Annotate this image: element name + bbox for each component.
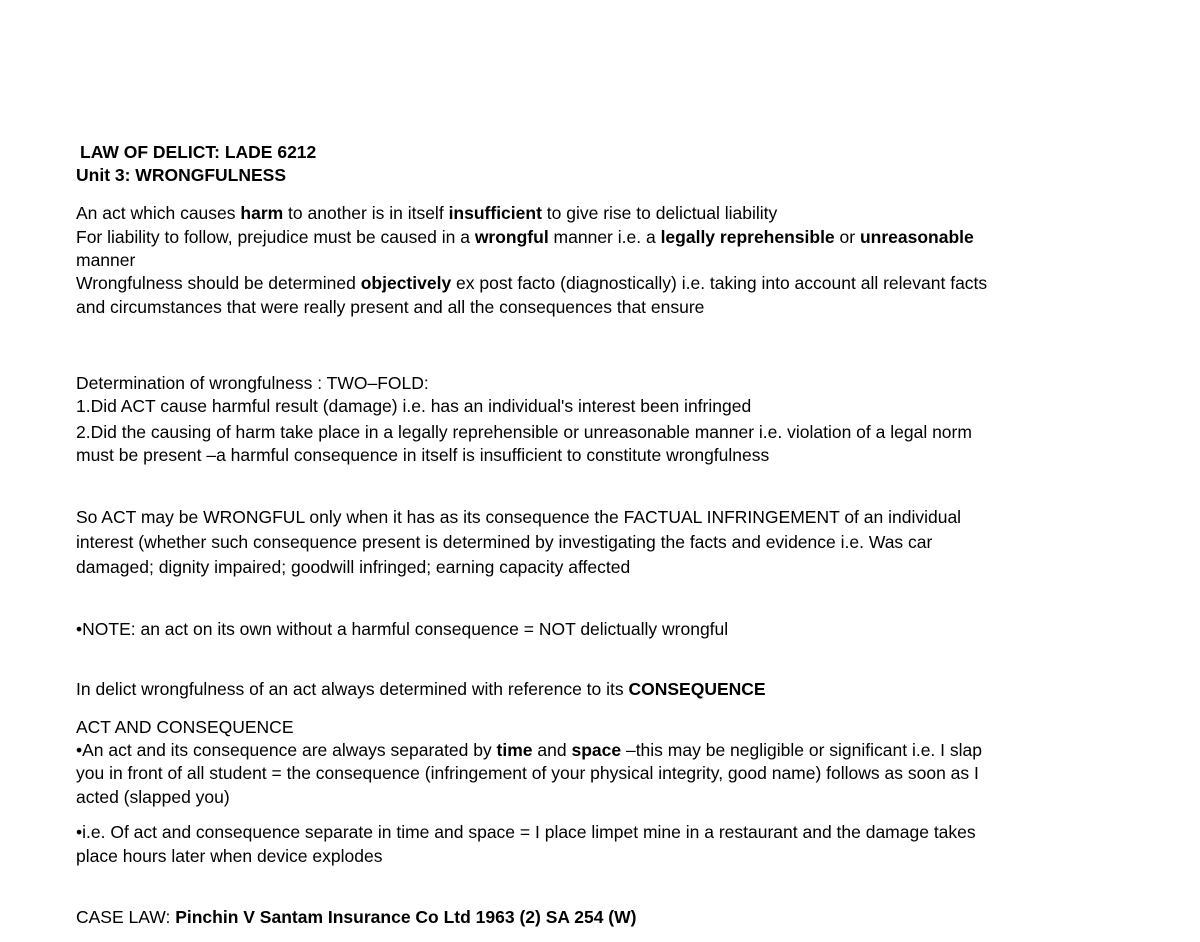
document-title-text: LAW OF DELICT: LADE 6212: [80, 142, 317, 162]
determination-item-2-cont: [76, 444, 769, 467]
emphasis-space: space: [571, 740, 622, 760]
text-run: •i.e. Of act and consequence separate in time and space = I place limpet mine in a restaurant and the damage takes: [76, 822, 976, 842]
text-run: So ACT may be WRONGFUL only when it has as its consequence the FACTUAL INFRINGEMENT of an individual: [76, 507, 962, 527]
emphasis-objectively: objectively: [360, 273, 452, 293]
text-run: or: [834, 227, 860, 247]
intro-line-3: [76, 249, 135, 272]
factual-line-2: [76, 531, 932, 554]
note-line: [76, 618, 728, 641]
text-run: manner i.e. a: [548, 227, 661, 247]
text-run: In delict wrongfulness of an act always determined with reference to its: [76, 679, 629, 699]
text-run: interest (whether such consequence present is determined by investigating the facts and evidence i.e. Was car: [76, 532, 933, 552]
text-run: 2.Did the causing of harm take place in a legally reprehensible or unreasonable manner i.e. violation of a legal norm: [76, 422, 972, 442]
emphasis-harm: harm: [240, 203, 284, 223]
act-consequence-line-3: [76, 786, 230, 809]
act-consequence-line-4: [76, 821, 976, 844]
intro-line-1: [76, 202, 777, 225]
text-run: •NOTE: an act on its own without a harmful consequence = NOT delictually wrongful: [76, 619, 729, 639]
act-consequence-line-5: [76, 845, 382, 868]
text-run: •An act and its consequence are always separated by: [76, 740, 497, 760]
case-citation: Pinchin V Santam Insurance Co Ltd 1963 (2) SA 254 (W): [175, 907, 637, 927]
emphasis-time: time: [496, 740, 533, 760]
intro-line-5: [76, 296, 704, 319]
text-run: must be present –a harmful consequence in itself is insufficient to constitute wrongfulness: [76, 445, 770, 465]
act-consequence-heading: [76, 716, 294, 739]
intro-line-4: [76, 272, 987, 295]
unit-title: [76, 164, 286, 187]
emphasis-insufficient: insufficient: [448, 203, 542, 223]
case-law-line: [76, 906, 636, 929]
emphasis-unreasonable: unreasonable: [859, 227, 974, 247]
text-run: ex post facto (diagnostically) i.e. taking into account all relevant facts: [451, 273, 988, 293]
act-consequence-line-2: [76, 762, 979, 785]
consequence-line: [76, 678, 766, 701]
determination-item-1: [76, 395, 751, 418]
factual-line-1: [76, 506, 961, 529]
text-run: manner: [76, 250, 136, 270]
document-title: [80, 141, 316, 164]
emphasis-wrongful: wrongful: [474, 227, 549, 247]
text-run: acted (slapped you): [76, 787, 230, 807]
factual-line-3: [76, 556, 630, 579]
determination-heading: [76, 372, 429, 395]
intro-line-2: [76, 226, 974, 249]
text-run: to another is in itself: [283, 203, 449, 223]
text-run: place hours later when device explodes: [76, 846, 383, 866]
text-run: you in front of all student = the consequence (infringement of your physical integrity, good name) follows as soon as I: [76, 763, 979, 783]
emphasis-consequence: CONSEQUENCE: [628, 679, 766, 699]
determination-item-2: [76, 421, 972, 444]
text-run: An act which causes: [76, 203, 241, 223]
text-run: to give rise to delictual liability: [541, 203, 778, 223]
unit-title-text: Unit 3: WRONGFULNESS: [76, 165, 286, 185]
text-run: and circumstances that were really present and all the consequences that ensure: [76, 297, 705, 317]
text-run: damaged; dignity impaired; goodwill infringed; earning capacity affected: [76, 557, 631, 577]
act-consequence-line-1: [76, 739, 982, 762]
text-run: ACT AND CONSEQUENCE: [76, 717, 294, 737]
text-run: Wrongfulness should be determined: [76, 273, 361, 293]
emphasis-legally-reprehensible: legally reprehensible: [660, 227, 835, 247]
case-law-label: CASE LAW:: [76, 907, 176, 927]
text-run: 1.Did ACT cause harmful result (damage) i.e. has an individual's interest been infringed: [76, 396, 752, 416]
text-run: –this may be negligible or significant i.e. I slap: [621, 740, 982, 760]
text-run: For liability to follow, prejudice must be caused in a: [76, 227, 475, 247]
text-run: Determination of wrongfulness : TWO–FOLD:: [76, 373, 429, 393]
text-run: and: [532, 740, 572, 760]
